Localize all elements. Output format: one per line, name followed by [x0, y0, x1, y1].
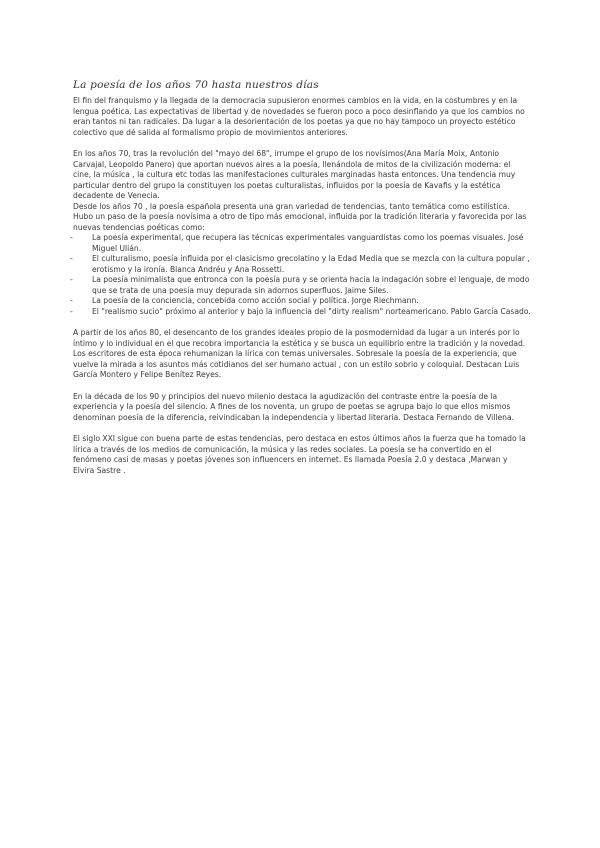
list-item [70, 275, 531, 296]
list-bullet: - [70, 233, 73, 242]
paragraph-intro: El fin del franquismo y la llegada de la democracia supusieron enormes cambios en la vida, en la costumbres y en la lengua poética. Las expectativas de libertad y de novedades se fueron poco a poco desinflando ya que los cambios no eran tantos ni tan radicales. Da lugar a la desorientación de los poetas ya que no hay tampoco un proyecto estético colectivo que dé salida al formalismo propio de movimientos anteriores. [73, 96, 525, 137]
document-title: La poesía de los años 70 hasta nuestros días [73, 79, 319, 91]
paragraph-tendencias-intro: Desde los años 70 , la poesía española presenta una gran variedad de tendencias, tanto temática como estilística. Hubo un paso de la poesía novísima a otro de tipo más emocional, influida por la tradición literaria y favorecida por las nuevas tendencias poéticas como: [73, 201, 527, 232]
list-item-text: El culturalismo, poesía influida por el clasicismo grecolatino y la Edad Media que se mezcla con la cultura popular , erotismo y la ironía. Blanca Andréu y Ana Rossetti. [92, 254, 530, 274]
paragraph-spacer [73, 381, 531, 392]
paragraph-spacer [73, 317, 531, 328]
list-item [70, 306, 531, 318]
list-item-text: La poesía de la conciencia, concebida como acción social y política. Jorge Riechmann. [92, 296, 419, 305]
paragraph-spacer [73, 423, 531, 434]
paragraph-siglo-xxi: El siglo XXI sigue con buena parte de estas tendencias, pero destaca en estos últimos años la fuerza que ha tomado la lírica a través de los medios de comunicación, la música y las redes sociales. La poesía se ha convertido en el fenómeno casi de masas y poetas jóvenes son influencers en internet. Es llamada Poesía 2.0 y destaca ,Marwan y Elvira Sastre . [73, 434, 526, 475]
list-item-text: El "realismo sucio" próximo al anterior y bajo la influencia del "dirty realism" norteamericano. Pablo García Casado. [92, 306, 531, 316]
paragraph-novisimos: En los años 70, tras la revolución del "mayo del 68", irrumpe el grupo de los novísimos(Ana María Moix, Antonio Carvajal, Leopoldo Panero) que aportan nuevos aires a la poesía, llenándola de mitos de la civilización moderna: el cine, la música , la cultura etc todas las manifestaciones culturales marginadas hasta entonces. Una tendencia muy particular dentro del grupo la constituyen los poetas culturalistas, influidos por la poesía de Kavafis y la estética decadente de Venecia. [73, 149, 516, 200]
list-item [70, 296, 531, 307]
paragraph-spacer [73, 138, 531, 149]
list-item-text: La poesía experimental, que recupera las técnicas experimentales vanguardistas como los poemas visuales. José Miguel Ulián. [92, 233, 524, 253]
paragraph-anos-80: A partir de los años 80, el desencanto de los grandes ideales propio de la posmodernidad da lugar a un interés por lo íntimo y lo individual en el que recobra importancia la estética y se busca un equilibrio entre la tradición y la novedad. Los escritores de esta época rehumanizan la lírica con temas universales. Sobresale la poesía de la experiencia, que vuelve la mirada a los asuntos más cotidianos del ser humano actual , con un estilo sobrio y coloquial. Destacan Luis García Montero y Felipe Benítez Reyes. [73, 328, 526, 379]
list-item [70, 254, 531, 275]
list-item [70, 233, 531, 254]
list-bullet: - [70, 296, 73, 305]
list-bullet: - [70, 275, 73, 284]
paragraph-anos-90: En la década de los 90 y principios del nuevo milenio destaca la agudización del contraste entre la poesía de la experiencia y la poesía del silencio. A fines de los noventa, un grupo de poetas se agrupa bajo lo que ellos mismos denominan poesía de la diferencia, reivindicaban la independencia y libertad literaria. Destaca Fernando de Villena. [73, 391, 515, 422]
tendencias-list [70, 233, 531, 317]
list-bullet: - [70, 306, 73, 316]
list-item-text: La poesía minimalista que entronca con la poesía pura y se orienta hacia la indagación sobre el lenguaje, de modo que se trata de una poesía muy depurada sin adornos superfluos. Jaime Siles. [92, 275, 530, 295]
list-bullet: - [70, 254, 73, 263]
document-body [70, 96, 531, 476]
